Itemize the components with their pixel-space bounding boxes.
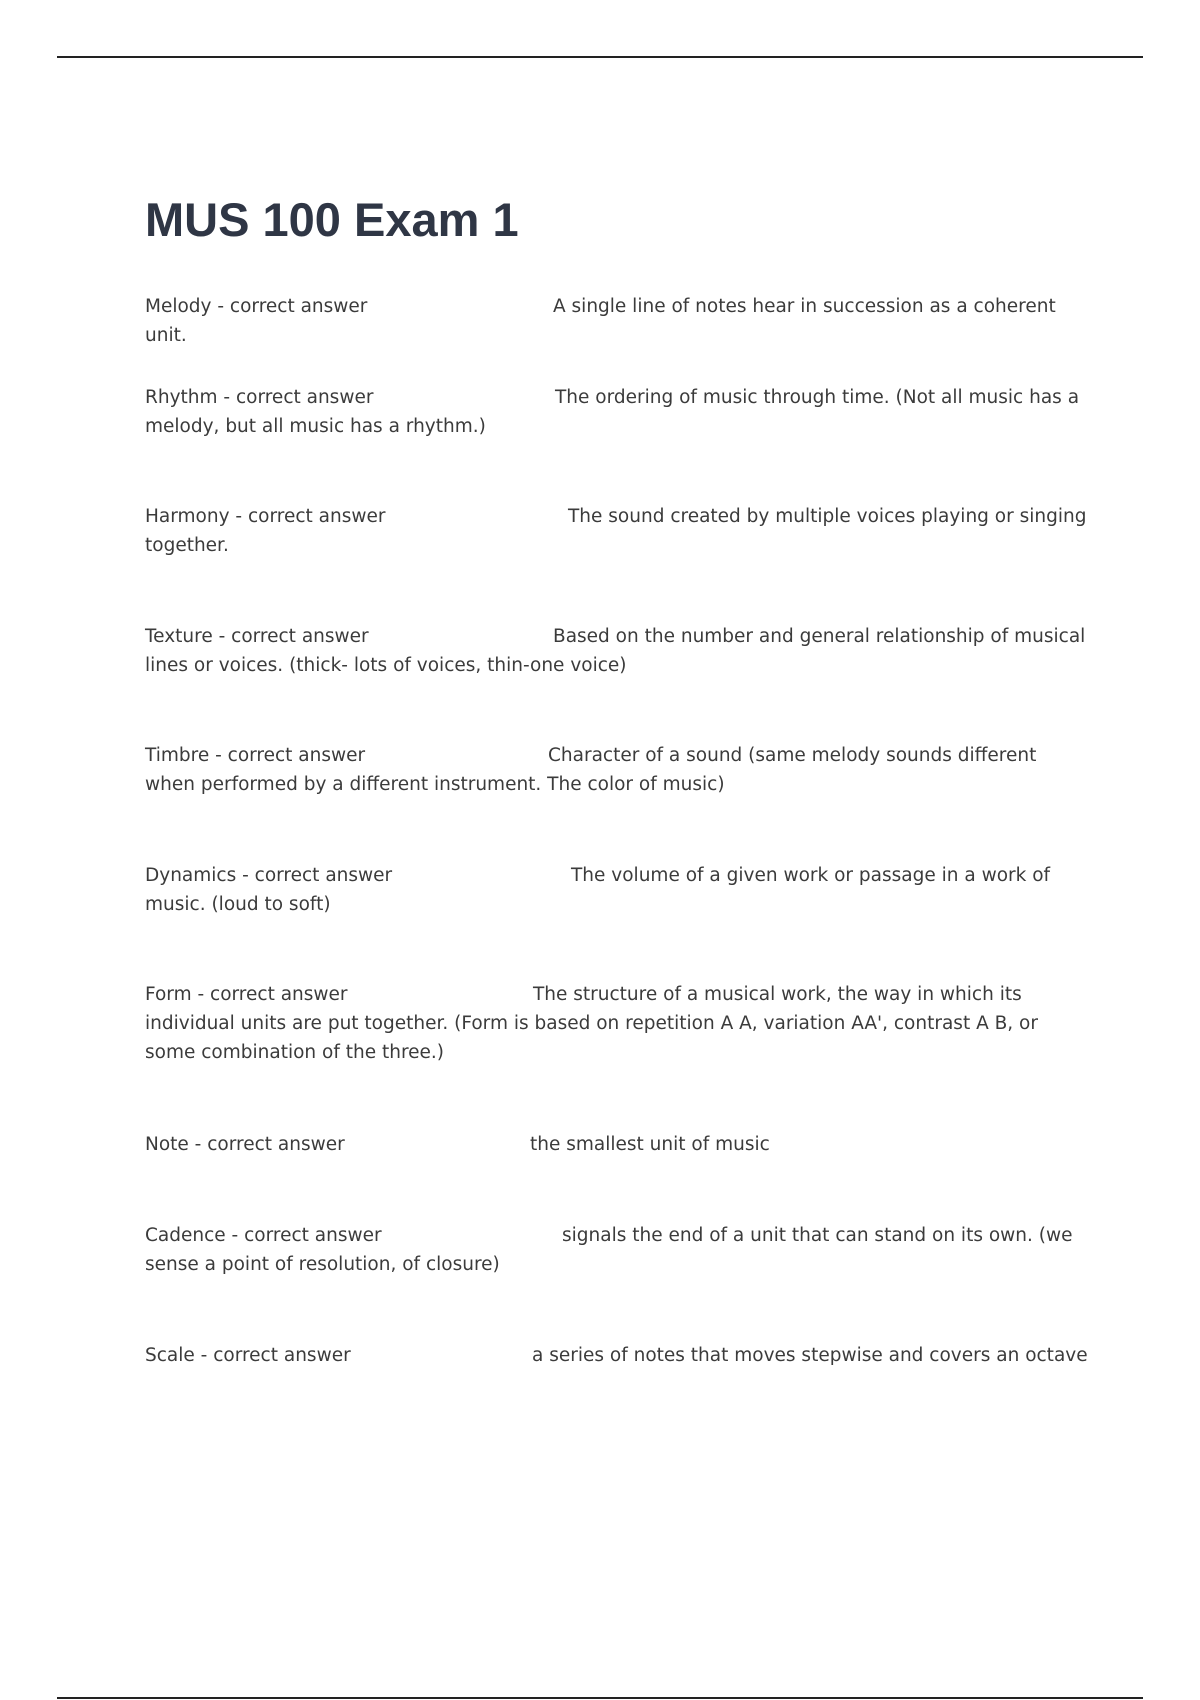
entry-harmony <box>145 502 1090 560</box>
entry-term: Scale - correct answer <box>145 1345 351 1366</box>
entry-definition: a series of notes that moves stepwise and covers an octave <box>532 1345 1088 1366</box>
entry-definition: the smallest unit of music <box>530 1134 770 1155</box>
entry-definition: The volume of a given work or passage in a work of music. (loud to soft) <box>145 865 1051 915</box>
entry-term: Cadence - correct answer <box>145 1225 382 1246</box>
bottom-rule <box>57 1697 1143 1699</box>
entry-melody <box>145 292 1090 350</box>
entry-definition: Character of a sound (same melody sounds different when performed by a different instrument. The color of music) <box>145 745 1037 795</box>
entry-term: Timbre - correct answer <box>145 745 366 766</box>
entry-scale <box>145 1341 1090 1370</box>
entry-dynamics <box>145 861 1090 919</box>
entry-form <box>145 980 1090 1067</box>
entry-definition: Based on the number and general relationship of musical lines or voices. (thick- lots of voices, thin-one voice) <box>145 626 1086 676</box>
entry-term: Harmony - correct answer <box>145 506 386 527</box>
entry-term: Note - correct answer <box>145 1134 345 1155</box>
entry-definition: The sound created by multiple voices playing or singing together. <box>145 506 1087 556</box>
entry-timbre <box>145 741 1090 799</box>
entry-texture <box>145 622 1090 680</box>
entry-note <box>145 1130 1090 1159</box>
entry-term: Texture - correct answer <box>145 626 369 647</box>
entry-term: Dynamics - correct answer <box>145 865 393 886</box>
entry-definition: The ordering of music through time. (Not all music has a melody, but all music has a rhythm.) <box>145 387 1080 437</box>
entry-definition: A single line of notes hear in succession as a coherent unit. <box>145 296 1056 346</box>
entry-term: Form - correct answer <box>145 984 348 1005</box>
entry-term: Rhythm - correct answer <box>145 387 374 408</box>
entry-rhythm <box>145 383 1090 441</box>
page-title: MUS 100 Exam 1 <box>145 193 519 246</box>
entry-cadence <box>145 1221 1090 1279</box>
entry-term: Melody - correct answer <box>145 296 368 317</box>
entry-definition: signals the end of a unit that can stand on its own. (we sense a point of resolution, of closure) <box>145 1225 1073 1275</box>
top-rule <box>57 56 1143 58</box>
entry-definition: The structure of a musical work, the way in which its individual units are put together. (Form is based on repetition A A, variation AA', contrast A B, or some combination of the three.) <box>145 984 1038 1063</box>
